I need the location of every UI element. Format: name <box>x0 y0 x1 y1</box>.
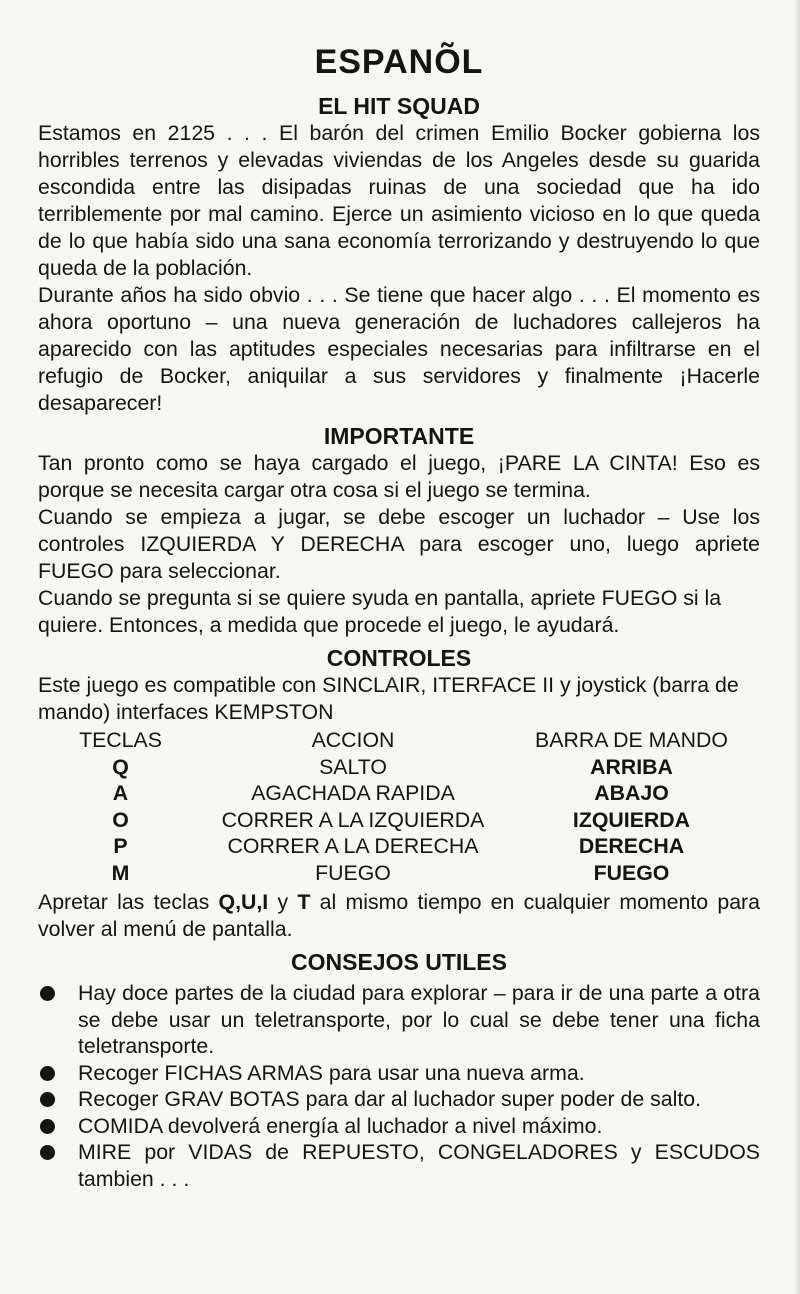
table-row <box>38 807 760 834</box>
controls-table <box>38 727 760 886</box>
paragraph-compatibility: Este juego es compatible con SINCLAIR, ITERFACE II y joystick (barra de mando) interfaces KEMPSTON <box>38 673 739 724</box>
key-cell: O <box>112 807 129 832</box>
tip-text: Recoger GRAV BOTAS para dar al luchador super poder de salto. <box>78 1087 702 1111</box>
tip-text: Hay doce partes de la ciudad para explorar – para ir de una parte a otra se debe usar un teletransporte, por lo cual se debe tener una ficha teletransporte. <box>78 981 760 1058</box>
list-item <box>38 980 760 1060</box>
heading-importante: IMPORTANTE <box>323 423 475 449</box>
tip-text: Recoger FICHAS ARMAS para usar una nueva arma. <box>78 1060 585 1085</box>
paragraph-mission: Durante años ha sido obvio . . . Se tiene que hacer algo . . . El momento es ahora oportuno – una nueva generación de luchadores callejeros ha aparecido con las aptitudes especiales necesarias para infiltrarse en el refugio de Bocker, aniquilar a sus servidores y finalmente ¡Hacerle desaparecer! <box>38 283 760 415</box>
key-cell: M <box>111 860 130 885</box>
note-text-after: al mismo tiempo en cualquier momento para volver al menú de pantalla. <box>38 890 760 941</box>
heading-controles: CONTROLES <box>326 645 472 671</box>
action-cell: SALTO <box>319 754 387 779</box>
tip-text: COMIDA devolverá energía al luchador a nivel máximo. <box>78 1113 603 1138</box>
joystick-cell: ABAJO <box>594 781 669 805</box>
key-cell: A <box>112 781 129 805</box>
key-cell: Q <box>112 754 129 779</box>
list-item <box>38 1113 760 1140</box>
paragraph-choose-fighter: Cuando se empieza a jugar, se debe escoger un luchador – Use los controles IZQUIERDA Y DERECHA para escoger uno, luego apriete FUEGO para seleccionar. <box>38 505 760 583</box>
table-row <box>38 780 760 807</box>
table-row <box>38 754 760 781</box>
tips-list <box>38 980 760 1192</box>
bullet-icon <box>40 1066 55 1081</box>
paragraph-load: Tan pronto como se haya cargado el juego, ¡PARE LA CINTA! Eso es porque se necesita cargar otra cosa si el juego se termina. <box>38 451 760 502</box>
note-key-t: T <box>297 890 311 914</box>
joystick-cell: FUEGO <box>593 860 670 885</box>
page-content <box>38 40 760 1192</box>
action-cell: AGACHADA RAPIDA <box>251 781 455 805</box>
tip-text: MIRE por VIDAS de REPUESTO, CONGELADORES y ESCUDOS tambien . . . <box>78 1140 760 1191</box>
paragraph-help: Cuando se pregunta si se quiere syuda en pantalla, apriete FUEGO si la quiere. Entonces, a medida que procede el juego, le ayudará. <box>38 586 722 637</box>
note-text-mid: y <box>268 890 298 914</box>
key-cell: P <box>113 834 128 858</box>
bullet-icon <box>40 1145 55 1160</box>
bullet-icon <box>40 1119 55 1134</box>
bullet-icon <box>40 986 55 1001</box>
note-keys-qui: Q,U,I <box>218 890 269 914</box>
list-item <box>38 1086 760 1113</box>
joystick-cell: ARRIBA <box>590 754 673 779</box>
list-item <box>38 1139 760 1192</box>
controls-header-row <box>38 727 760 754</box>
paragraph-intro: Estamos en 2125 . . . El barón del crimen Emilio Bocker gobierna los horribles terrenos y elevadas viviendas de los Angeles desde su guarida escondida entre las disipadas ruinas de una sociedad que ha ido terriblemente por mal camino. Ejerce un asimiento vicioso en lo que queda de lo que había sido una sana economía terrorizando y destruyendo lo que queda de la población. <box>38 121 760 280</box>
column-header-keys: TECLAS <box>79 728 162 752</box>
list-item <box>38 1060 760 1087</box>
column-header-joystick: BARRA DE MANDO <box>535 728 728 752</box>
note-text-before: Apretar las teclas <box>38 890 219 914</box>
column-header-action: ACCION <box>311 728 395 752</box>
heading-consejos: CONSEJOS UTILES <box>291 949 507 975</box>
table-row <box>38 860 760 887</box>
joystick-cell: DERECHA <box>578 834 685 858</box>
bullet-icon <box>40 1092 55 1107</box>
joystick-cell: IZQUIERDA <box>572 807 691 832</box>
heading-hit-squad: EL HIT SQUAD <box>318 93 480 119</box>
action-cell: CORRER A LA IZQUIERDA <box>221 807 485 832</box>
action-cell: FUEGO <box>315 860 391 885</box>
page-title: ESPANÕL <box>314 43 484 81</box>
table-row <box>38 833 760 860</box>
paragraph-reset-keys <box>38 889 760 943</box>
action-cell: CORRER A LA DERECHA <box>227 834 479 858</box>
